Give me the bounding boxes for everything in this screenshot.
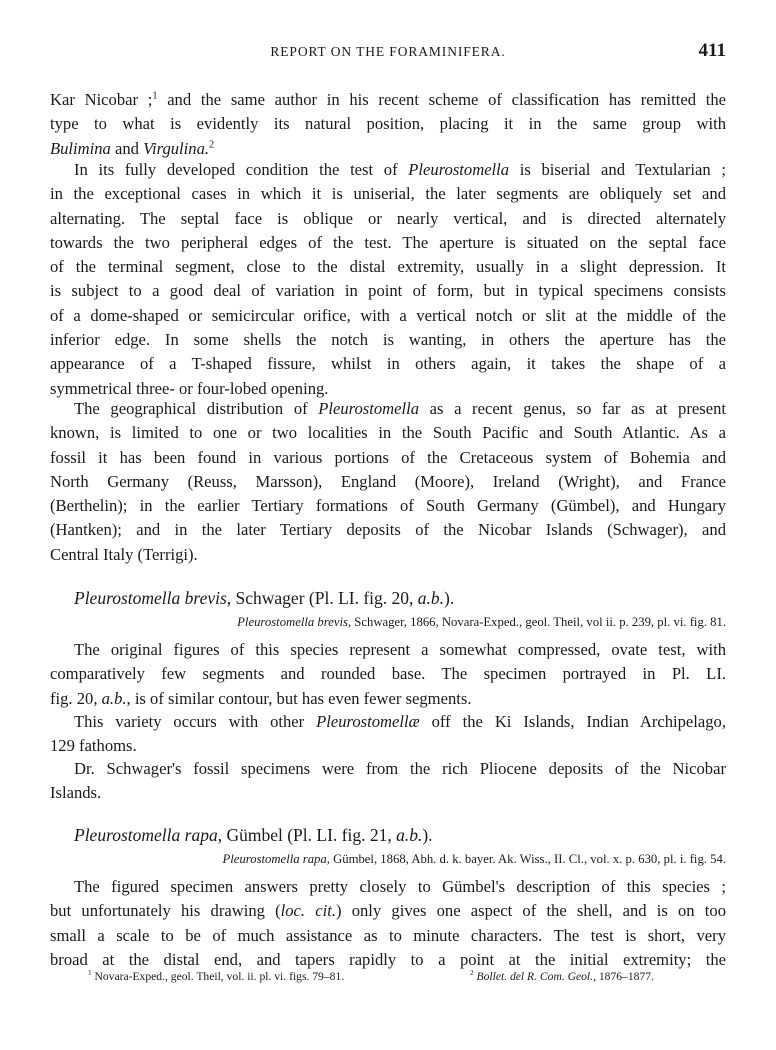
running-header <box>50 40 726 66</box>
text-line: of the terminal segment, close to the distal extremity, usually in a slight depression. It <box>50 257 726 277</box>
text-line: In its fully developed condition the test of Pleurostomella is biserial and Textularian ; <box>74 160 726 179</box>
paragraph-brevis-occurrence <box>50 710 726 759</box>
text-line: appearance of a T-shaped fissure, whilst in others again, it takes the shape of a <box>50 354 726 374</box>
text-line: The original figures of this species represent a somewhat compressed, ovate test, with <box>74 640 726 659</box>
text-line: comparatively few segments and rounded base. The specimen portrayed in Pl. LI. <box>50 664 726 684</box>
text-line: The figured specimen answers pretty closely to Gümbel's description of this species ; <box>74 877 726 896</box>
paragraph-1 <box>50 88 726 161</box>
text-line: The geographical distribution of Pleurostomella as a recent genus, so far as at present <box>74 399 726 418</box>
text-line: type to what is evidently its natural position, placing it in the same group with <box>50 114 726 134</box>
section-heading-rapa: Pleurostomella rapa, Gümbel (Pl. LI. fig. 21, a.b.). <box>74 825 433 845</box>
paragraph-rapa-description <box>50 875 726 972</box>
text-line: Bulimina and Virgulina.$^2$ <box>50 138 215 158</box>
text-line: This variety occurs with other Pleurostomellæ off the Ki Islands, Indian Archipelago, <box>74 712 727 731</box>
text-line: towards the two peripheral edges of the test. The aperture is situated on the septal face <box>50 232 726 252</box>
text-line: fig. 20, a.b., is of similar contour, but has even fewer segments. <box>50 688 472 708</box>
page-number: 411 <box>698 40 726 61</box>
text-line: Central Italy (Terrigi). <box>50 544 198 564</box>
text-line: Islands. <box>50 783 102 803</box>
footnote-1: $^1$ Novara-Exped., geol. Theil, vol. ii. pl. vi. figs. 79–81. <box>88 969 345 983</box>
text-line: inferior edge. In some shells the notch is wanting, in others the aperture has the <box>50 330 726 350</box>
section-heading-brevis: Pleurostomella brevis, Schwager (Pl. LI. fig. 20, a.b.). <box>74 588 455 608</box>
text-line: in the exceptional cases in which it is uniserial, the later segments are obliquely set and <box>50 184 726 204</box>
text-line: is subject to a good deal of variation in point of form, but in typical specimens consists <box>50 281 726 301</box>
text-line: fossil it has been found in various portions of the Cretaceous system of Bohemia and <box>50 447 726 467</box>
text-line: broad at the distal end, and tapers rapidly to a point at the initial extremity; the <box>50 949 726 969</box>
footnote-2: $^2$ Bollet. del R. Com. Geol., 1876–1877. <box>470 969 654 983</box>
text-line: of a dome-shaped or semicircular orifice, with a vertical notch or slit at the middle of the <box>50 305 726 325</box>
paragraph-3 <box>50 397 726 567</box>
paragraph-brevis-description <box>50 638 726 711</box>
text-line: (Berthelin); in the earlier Tertiary formations of South Germany (Gümbel), and Hungary <box>50 496 726 516</box>
text-line: alternating. The septal face is oblique or nearly vertical, and is directed alternately <box>50 208 726 228</box>
text-line: small a scale to be of much assistance as to minute characters. The test is short, very <box>50 925 726 945</box>
footnote-ref: 2 <box>209 139 215 151</box>
text-line: symmetrical three- or four-lobed opening. <box>50 378 329 398</box>
header-title: REPORT ON THE FORAMINIFERA. <box>270 44 506 59</box>
synonymy-reference: Pleurostomella rapa, Gümbel, 1868, Abh. d. k. bayer. Ak. Wiss., II. Cl., vol. x. p. 630, pl. i. fig. 54. <box>222 852 726 866</box>
paragraph-brevis-fossil <box>50 757 726 806</box>
text-line: Dr. Schwager's fossil specimens were from the rich Pliocene deposits of the Nicobar <box>74 759 726 778</box>
text-line: Kar Nicobar ;$^1$ and the same author in his recent scheme of classification has remitted the <box>50 90 726 109</box>
text-line: known, is limited to one or two localities in the South Pacific and South Atlantic. As a <box>50 423 726 443</box>
paragraph-2 <box>50 158 726 401</box>
text-line: but unfortunately his drawing (loc. cit.) only gives one aspect of the shell, and is on too <box>50 901 726 921</box>
footnotes <box>50 970 726 992</box>
text-line: (Hantken); and in the later Tertiary deposits of the Nicobar Islands (Schwager), and <box>50 520 726 540</box>
text-line: North Germany (Reuss, Marsson), England (Moore), Ireland (Wright), and France <box>50 471 726 491</box>
text-line: 129 fathoms. <box>50 736 137 756</box>
footnote-ref: 1 <box>152 90 158 102</box>
synonymy-reference: Pleurostomella brevis, Schwager, 1866, Novara-Exped., geol. Theil, vol ii. p. 239, pl. vi. fig. 81. <box>237 615 726 629</box>
